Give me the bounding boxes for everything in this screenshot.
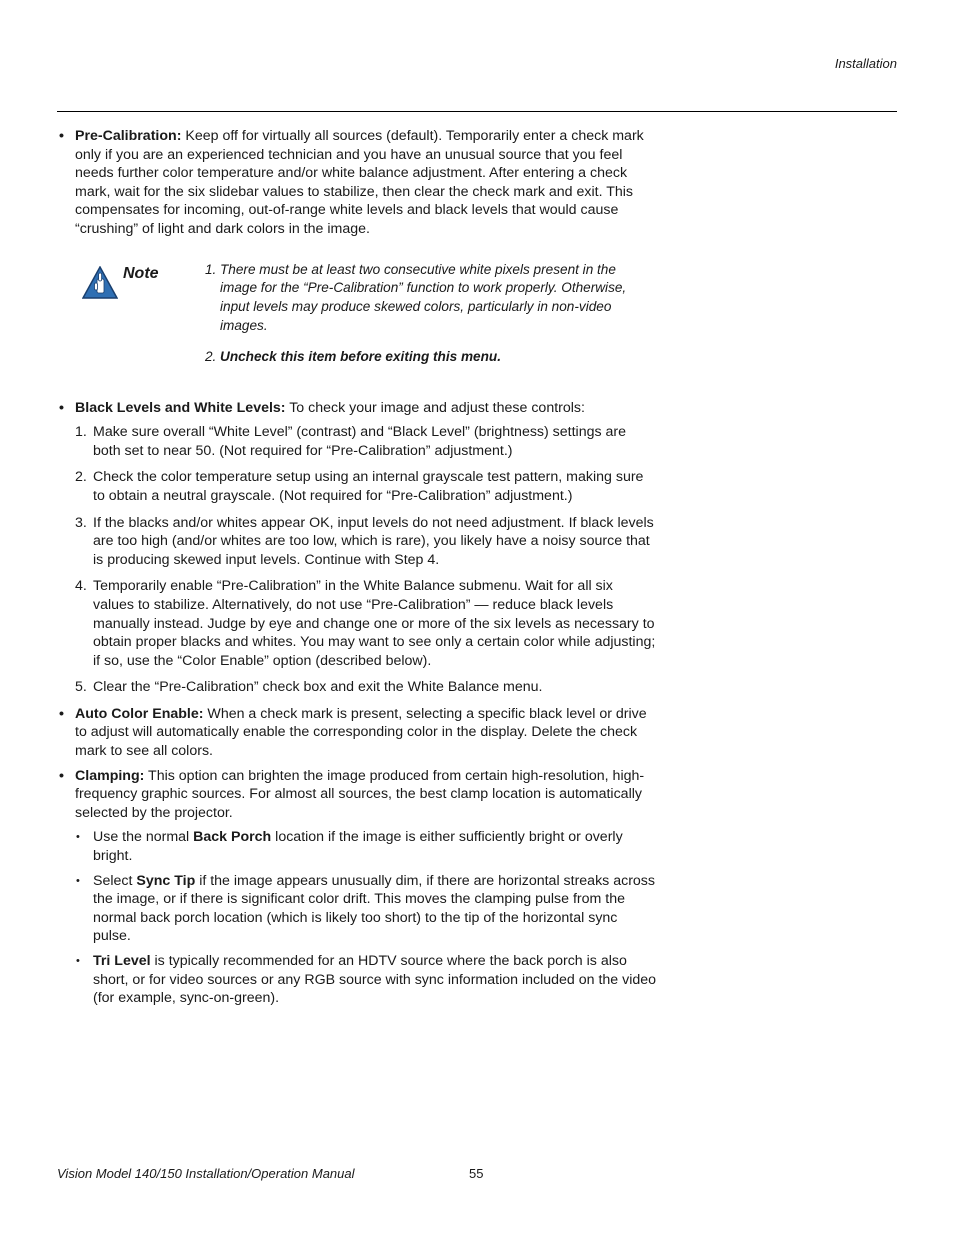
- note-item: [205, 348, 655, 367]
- step-number: 5.: [75, 679, 87, 696]
- list-item: [57, 423, 657, 460]
- list-item: [57, 678, 657, 697]
- list-item: [57, 828, 657, 865]
- sub-text-post: is typically recommended for an HDTV source where the back porch is also short, or for video sources or any RGB source with sync information included on the video (for example, sync-on-green).: [93, 953, 657, 1007]
- step-number: 2.: [75, 469, 87, 486]
- list-item: [57, 468, 657, 505]
- section-header: Installation: [834, 56, 897, 71]
- note-item-text: Uncheck this item before exiting this menu.: [220, 348, 501, 364]
- step-text: If the blacks and/or whites appear OK, input levels do not need adjustment. If black levels are too high (and/or whites are too low, which is rare), you likely have a noisy source that is producing skewed input levels. Continue with Step 4.: [93, 514, 654, 568]
- note-item-text: There must be at least two consecutive white pixels present in the image for the “Pre-Calibration” function to work properly. Otherwise, input levels may produce skewed colors, particularly in non-video images.: [220, 261, 627, 333]
- note-item: [205, 261, 655, 336]
- step-text: Make sure overall “White Level” (contrast) and “Black Level” (brightness) settings are both set to near 50. (Not required for “Pre-Calibration” adjustment.): [93, 424, 627, 459]
- page-number: 55: [469, 1166, 484, 1181]
- bullet-black-white-levels: [57, 399, 657, 418]
- note-list: [205, 261, 655, 379]
- note-item-number: 2.: [205, 348, 217, 364]
- sub-text-post: location if the image is either sufficiently bright or overly bright.: [93, 829, 623, 865]
- step-text: Temporarily enable “Pre-Calibration” in the White Balance submenu. Wait for all six values to stabilize. Alternatively, do not use “Pre-Calibration” — reduce black levels manually instead. Judge by eye and change one or more of the six levels as necessary to obtain proper blacks and whites. You may want to see only a certain color while adjusting; if so, use the “Color Enable” option (described below).: [93, 578, 656, 669]
- note-item-number: 1.: [205, 261, 217, 277]
- pointing-hand-icon: [82, 266, 118, 299]
- step-number: 4.: [75, 578, 87, 595]
- term-auto-color-enable: Auto Color Enable:: [75, 705, 204, 722]
- list-item: [57, 577, 657, 670]
- note-box: [57, 261, 657, 399]
- list-item: [57, 872, 657, 946]
- step-text: Check the color temperature setup using an internal grayscale test pattern, making sure to obtain a neutral grayscale. (Not required for “Pre-Calibration” adjustment.): [93, 469, 644, 504]
- desc-auto-color-enable: When a check mark is present, selecting a specific black level or drive to adjust will automatically enable the corresponding color in the display. Delete the check mark to see all colors.: [75, 705, 647, 760]
- option-name: Sync Tip: [136, 872, 196, 889]
- bullet-clamping: [57, 767, 657, 823]
- desc-black-white-levels: To check your image and adjust these controls:: [285, 399, 585, 416]
- page-content: [57, 127, 657, 1014]
- sub-text-pre: Select: [93, 872, 137, 889]
- clamping-options-list: [57, 828, 657, 1007]
- step-number: 1.: [75, 424, 87, 441]
- sub-text-post: if the image appears unusually dim, if there are horizontal streaks across the image, or if there is significant color drift. This moves the clamping pulse from the normal back porch location (which is likely too short) to the tip of the horizontal sync pulse.: [93, 872, 655, 945]
- note-label: Note: [123, 264, 159, 282]
- term-clamping: Clamping:: [75, 767, 145, 784]
- desc-clamping: This option can brighten the image produced from certain high-resolution, high-frequency graphic sources. For almost all sources, the best clamp location is automatically selected by the projector.: [75, 767, 645, 821]
- term-pre-calibration: Pre-Calibration:: [75, 128, 182, 144]
- sub-text-pre: Use the normal: [93, 829, 194, 846]
- list-item: [57, 514, 657, 570]
- bullet-auto-color-enable: [57, 705, 657, 761]
- list-item: [57, 952, 657, 1008]
- manual-title: Vision Model 140/150 Installation/Operation Manual: [57, 1166, 355, 1181]
- bullet-pre-calibration: [57, 127, 657, 239]
- header-rule: [57, 111, 897, 112]
- term-black-white-levels: Black Levels and White Levels:: [75, 399, 286, 416]
- option-name: Back Porch: [193, 829, 272, 846]
- step-number: 3.: [75, 514, 87, 531]
- step-text: Clear the “Pre-Calibration” check box and exit the White Balance menu.: [93, 679, 543, 696]
- option-name: Tri Level: [93, 953, 151, 969]
- adjustment-steps-list: [57, 423, 657, 697]
- desc-pre-calibration: Keep off for virtually all sources (default). Temporarily enter a check mark only if you are an experienced technician and you have an unusual source that you feel needs further color temperature and/or white balance adjustment. After entering a check mark, wait for the six slidebar values to stabilize, then clear the check mark and exit. This compensates for incoming, out-of-range white levels and black levels that would cause “crushing” of light and dark colors in the image.: [75, 128, 644, 237]
